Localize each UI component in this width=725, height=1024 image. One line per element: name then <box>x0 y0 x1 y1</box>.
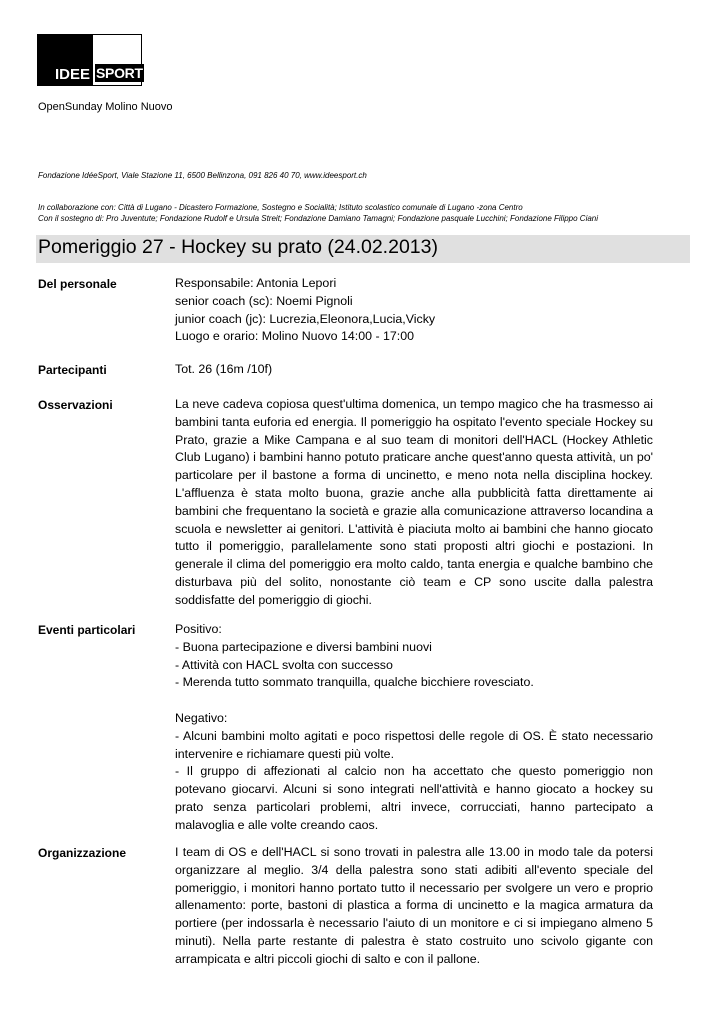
section-label-partecipanti: Partecipanti <box>38 363 107 377</box>
personale-line: Responsabile: Antonia Lepori <box>175 276 337 290</box>
section-label-osservazioni: Osservazioni <box>38 398 113 412</box>
section-label-personale: Del personale <box>38 277 117 291</box>
organizzazione-text: I team di OS e dell'HACL si sono trovati in palestra alle 13.00 in modo tale da potersi organizzare al meglio. 3/4 della palestra sono stati adibiti all'evento speciale del pomeriggio, i monitori hanno portato tutto il necessario per svolgere un vero e proprio allenamento: porte, bastoni di plastica a forma di uncinetto e la magica armatura da portiere (per indossarla è necessario l'aiuto di un monitore e ci si impiegano almeno 5 minuti). Nella parte restante di palestra è stato costruito uno scivolo gigante con arrampicata e altri piccoli giochi di salto e con il pallone. <box>175 845 653 966</box>
section-label-eventi: Eventi particolari <box>38 623 136 637</box>
section-label-organizzazione: Organizzazione <box>38 846 127 860</box>
negativo-item: - Alcuni bambini molto agitati e poco rispettosi delle regole di OS. È stato necessario intervenire e richiamare questi più volte. <box>175 728 653 761</box>
logo-text-idee: IDEE <box>55 66 91 83</box>
section-organizzazione <box>175 844 653 969</box>
document-subtitle: OpenSunday Molino Nuovo <box>38 101 173 113</box>
logo-right-block <box>94 35 141 85</box>
ideesport-logo <box>37 34 142 86</box>
negativo-title: Negativo: <box>175 710 228 725</box>
positivo-item: - Attività con HACL svolta con successo <box>175 657 393 672</box>
page-title: Pomeriggio 27 - Hockey su prato (24.02.2013) <box>38 236 438 258</box>
osservazioni-text: La neve cadeva copiosa quest'ultima domenica, un tempo magico che ha trasmesso ai bambini tanta euforia ed energia. Il pomeriggio ha ospitato l'evento speciale Hockey su Prato, grazie a Mike Campana e al suo team di monitori dell'HACL (Hockey Athletic Club Lugano) i bambini hanno potuto praticare anche quest'anno questa attività, un po' particolare per il bastone a forma di uncinetto, e meno nota nella disciplina hockey. L'affluenza è stata molto buona, grazie anche alla pubblicità fatta direttamente ai bambini che frequentano la società e grazie alla comunicazione attraverso locandina a scuola e newsletter ai genitori. L'attività è piaciuta molto ai bambini che hanno giocato tutto il pomeriggio, parallelamente sono stati proposti altri giochi e postazioni. In generale il clima del pomeriggio era molto caldo, tanta energia e qualche bambino che disturbava più del solito, nonostante ciò team e CP sono uscite dalla palestra soddisfatte del pomeriggio di giochi. <box>175 397 653 607</box>
section-personale <box>175 275 653 346</box>
partecipanti-text: Tot. 26 (16m /10f) <box>175 362 273 376</box>
section-eventi <box>175 621 653 835</box>
section-partecipanti <box>175 361 653 379</box>
personale-line: Luogo e orario: Molino Nuovo 14:00 - 17:00 <box>175 329 415 344</box>
foundation-address: Fondazione IdéeSport, Viale Stazione 11, 6500 Bellinzona, 091 826 40 70, www.ideesport.ch <box>38 171 367 180</box>
support-line: Con il sostegno di: Pro Juventute; Fondazione Rudolf e Ursula Streit; Fondazione Damiano Tamagni; Fondazione pasquale Lucchini; Fondazione Filippo Ciani <box>38 213 599 223</box>
positivo-item: - Buona partecipazione e diversi bambini nuovi <box>175 639 432 654</box>
collaboration-note <box>38 203 598 224</box>
positivo-item: - Merenda tutto sommato tranquilla, qualche bicchiere rovesciato. <box>175 675 534 690</box>
logo-left-block <box>38 35 93 85</box>
negativo-item: - Il gruppo di affezionati al calcio non ha accettato che questo pomeriggio non potevano giocarvi. Alcuni si sono integrati nell'attività e hanno giocato a hockey su prato senza particolari problemi, altri invece, corrucciati, hanno partecipato a malavoglia e alle volte creando caos. <box>175 764 653 832</box>
collaboration-line: In collaborazione con: Città di Lugano - Dicastero Formazione, Sostegno e Socialità; Istituto scolastico comunale di Lugano -zona Centro <box>38 203 523 212</box>
title-bar <box>36 235 690 263</box>
section-osservazioni <box>175 396 653 610</box>
logo-text-sport: SPORT <box>96 65 143 81</box>
positivo-title: Positivo: <box>175 622 222 636</box>
personale-line: senior coach (sc): Noemi Pignoli <box>175 293 353 308</box>
personale-line: junior coach (jc): Lucrezia,Eleonora,Lucia,Vicky <box>175 311 436 326</box>
